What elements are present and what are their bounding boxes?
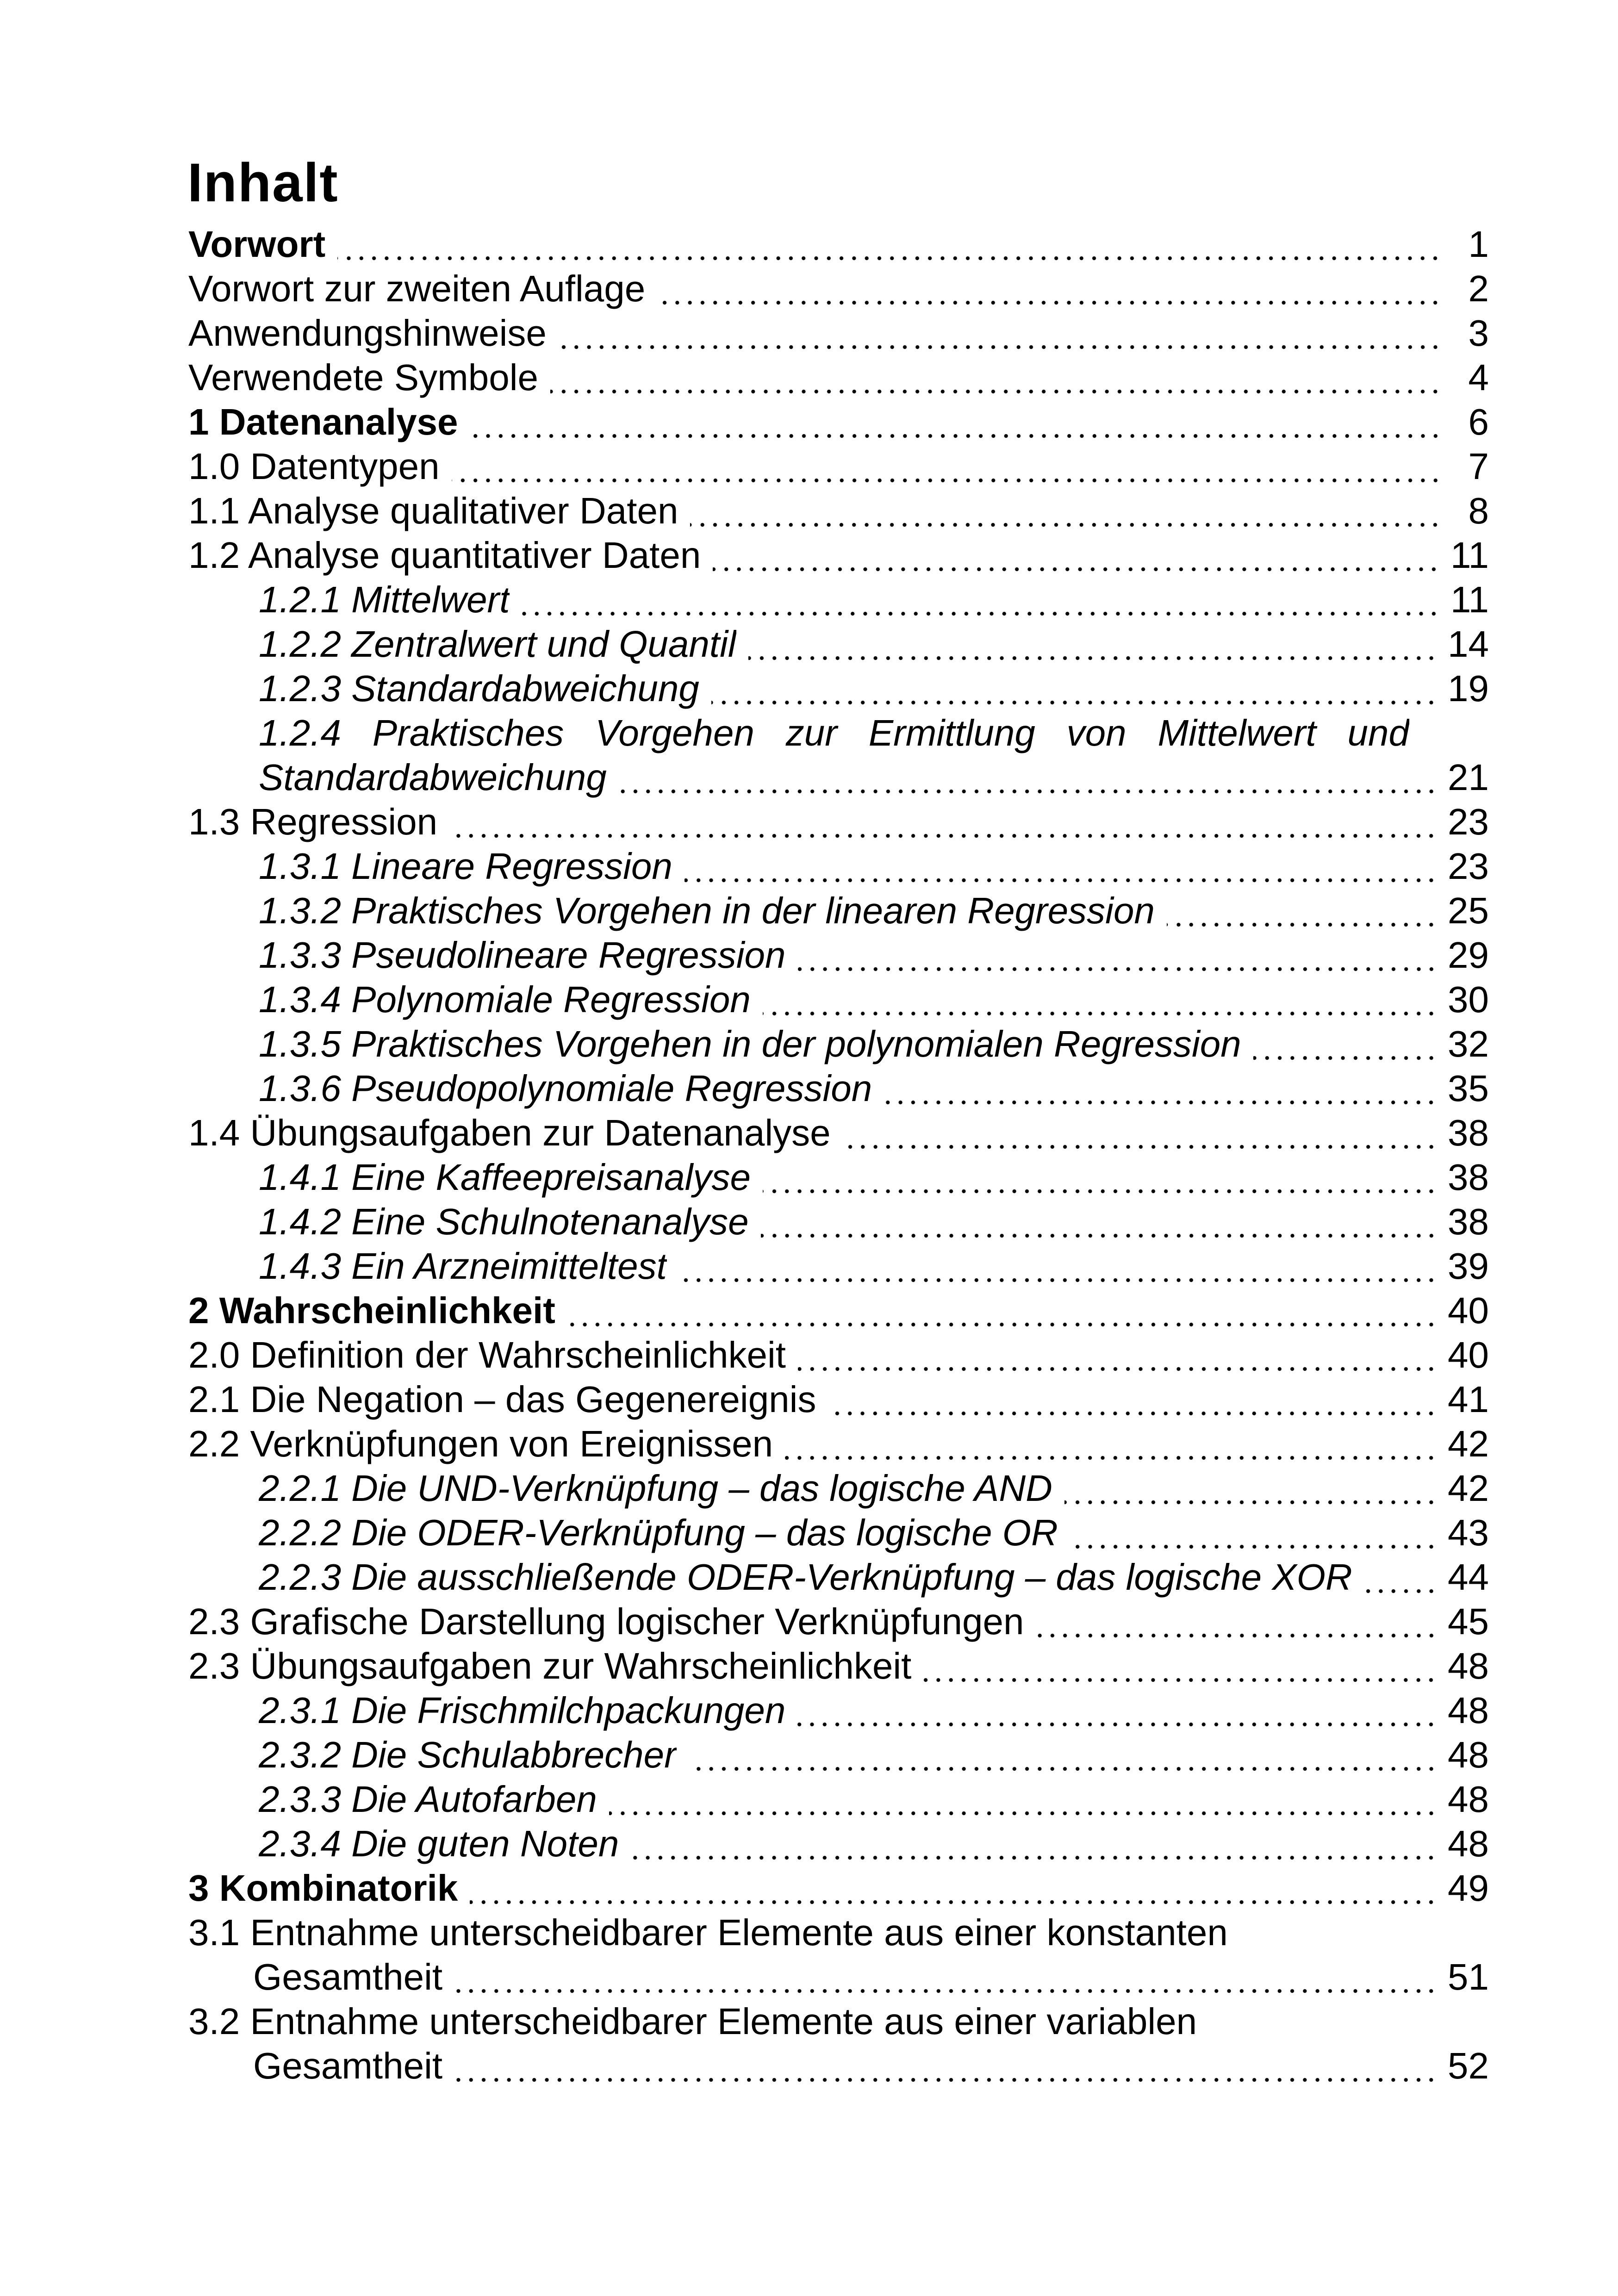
toc-entry[interactable]: [188, 489, 1489, 533]
dot-leader: [449, 800, 1438, 844]
toc-page-number: 48: [1448, 1779, 1489, 1820]
toc-entry-title: 1.3.6 Pseudopolynomiale Regression: [259, 1068, 872, 1109]
dot-leader: [690, 489, 1442, 533]
toc-page-number: 38: [1448, 1157, 1489, 1198]
toc-page-number: 39: [1448, 1245, 1489, 1287]
toc-entry[interactable]: [188, 844, 1489, 889]
toc-entry[interactable]: [188, 977, 1489, 1022]
toc-page-number: 6: [1468, 401, 1489, 442]
table-of-contents: [188, 222, 1489, 2088]
dot-leader: [828, 1377, 1438, 1422]
toc-entry[interactable]: [188, 1688, 1489, 1733]
toc-entry[interactable]: [188, 1599, 1489, 1644]
toc-entry[interactable]: [188, 1244, 1489, 1288]
toc-page-number: 43: [1448, 1512, 1489, 1553]
toc-entry-title: 1.0 Datentypen: [188, 446, 440, 487]
toc-page-number: 30: [1448, 979, 1489, 1020]
toc-entry[interactable]: [188, 1777, 1489, 1822]
toc-page-number: 42: [1448, 1423, 1489, 1464]
toc-entry-title: 2.0 Definition der Wahrscheinlichkeit: [188, 1334, 786, 1375]
toc-entry-title: 1.2.3 Standardabweichung: [259, 668, 699, 709]
toc-entry-continuation[interactable]: [188, 1955, 1489, 1999]
toc-entry[interactable]: [188, 1999, 1489, 2044]
dot-leader: [1070, 1511, 1438, 1555]
dot-leader: [798, 1333, 1438, 1377]
page-title: Inhalt: [187, 152, 339, 213]
dot-leader: [609, 1777, 1438, 1822]
toc-entry[interactable]: [188, 1866, 1489, 1910]
dot-leader: [679, 1244, 1438, 1288]
dot-leader: [337, 222, 1442, 267]
toc-entry-title: Verwendete Symbole: [188, 357, 539, 398]
toc-page-number: 11: [1450, 579, 1489, 620]
dot-leader: [761, 1200, 1438, 1244]
toc-entry-title: 3.1 Entnahme unterscheidbarer Elemente aus einer konstanten: [188, 1912, 1228, 1953]
dot-leader: [522, 578, 1440, 622]
toc-entry-title: 3 Kombinatorik: [188, 1867, 458, 1909]
toc-entry[interactable]: [188, 355, 1489, 400]
dot-leader: [454, 1955, 1438, 1999]
toc-page-number: 48: [1448, 1734, 1489, 1775]
toc-page-number: 42: [1448, 1468, 1489, 1509]
toc-entry[interactable]: [188, 444, 1489, 489]
dot-leader: [689, 1733, 1438, 1777]
dot-leader: [470, 1866, 1438, 1910]
toc-entry-title: 1.3.5 Praktisches Vorgehen in der polynomialen Regression: [259, 1023, 1241, 1064]
toc-entry-title: 2.2 Verknüpfungen von Ereignissen: [188, 1423, 773, 1464]
toc-page-number: 38: [1448, 1201, 1489, 1242]
dot-leader: [619, 755, 1438, 800]
toc-entry-title-continuation: Gesamtheit: [253, 1956, 443, 1997]
toc-entry-title: 1.2.1 Mittelwert: [259, 579, 510, 620]
toc-page-number: 48: [1448, 1823, 1489, 1864]
toc-entry-title-continuation: Standardabweichung: [259, 757, 607, 798]
toc-entry[interactable]: [188, 1288, 1489, 1333]
toc-page-number: 29: [1448, 934, 1489, 976]
toc-page-number: 48: [1448, 1690, 1489, 1731]
toc-page-number: 41: [1448, 1379, 1489, 1420]
toc-entry-title: 2.3 Grafische Darstellung logischer Verknüpfungen: [188, 1601, 1024, 1642]
toc-entry-title: 1.3.2 Praktisches Vorgehen in der linearen Regression: [259, 890, 1155, 931]
toc-page-number: 19: [1448, 668, 1489, 709]
toc-entry[interactable]: [188, 933, 1489, 977]
toc-entry[interactable]: [188, 1022, 1489, 1066]
dot-leader: [748, 622, 1438, 666]
toc-page-number: 51: [1448, 1956, 1489, 1997]
dot-leader: [923, 1644, 1438, 1688]
toc-entry-title: 2.3.3 Die Autofarben: [259, 1779, 597, 1820]
toc-entry[interactable]: [188, 1200, 1489, 1244]
dot-leader: [550, 355, 1442, 400]
toc-entry-title: 3.2 Entnahme unterscheidbarer Elemente aus einer variablen: [188, 2001, 1197, 2042]
toc-entry-title: 2.3.4 Die guten Noten: [259, 1823, 619, 1864]
toc-entry-title: 1.3.4 Polynomiale Regression: [259, 979, 751, 1020]
toc-page-number: 48: [1448, 1645, 1489, 1686]
toc-page-number: 52: [1448, 2045, 1489, 2086]
toc-page-number: 32: [1448, 1023, 1489, 1064]
toc-entry-title: 1.4 Übungsaufgaben zur Datenanalyse: [188, 1112, 831, 1153]
toc-entry-title: 1.3.1 Lineare Regression: [259, 846, 672, 887]
dot-leader: [685, 844, 1438, 889]
dot-leader: [567, 1288, 1438, 1333]
toc-entry[interactable]: [188, 1111, 1489, 1155]
toc-entry[interactable]: [188, 666, 1489, 711]
toc-page-number: 35: [1448, 1068, 1489, 1109]
toc-entry-title: 2 Wahrscheinlichkeit: [188, 1290, 555, 1331]
toc-entry-title: 1.4.2 Eine Schulnotenanalyse: [259, 1201, 749, 1242]
dot-leader: [884, 1066, 1438, 1111]
toc-entry[interactable]: [188, 1066, 1489, 1111]
toc-page-number: 23: [1448, 846, 1489, 887]
dot-leader: [1036, 1599, 1438, 1644]
dot-leader: [713, 533, 1440, 578]
toc-page-number: 7: [1468, 446, 1489, 487]
toc-entry-title: 2.2.1 Die UND-Verknüpfung – das logische AND: [259, 1468, 1052, 1509]
dot-leader: [1167, 889, 1438, 933]
dot-leader: [785, 1422, 1438, 1466]
toc-entry[interactable]: [188, 578, 1489, 622]
toc-entry-title: 2.3.2 Die Schulabbrecher: [259, 1734, 677, 1775]
toc-entry[interactable]: [188, 1422, 1489, 1466]
dot-leader: [452, 444, 1442, 489]
toc-entry[interactable]: [188, 1644, 1489, 1688]
toc-page-number: 21: [1448, 757, 1489, 798]
toc-page-number: 25: [1448, 890, 1489, 931]
dot-leader: [657, 267, 1442, 311]
toc-entry[interactable]: [188, 622, 1489, 666]
toc-entry-title: 2.3 Übungsaufgaben zur Wahrscheinlichkeit: [188, 1645, 912, 1686]
toc-entry[interactable]: [188, 889, 1489, 933]
toc-entry[interactable]: [188, 1910, 1489, 1955]
toc-entry[interactable]: [188, 1377, 1489, 1422]
dot-leader: [454, 2044, 1438, 2088]
toc-entry[interactable]: [188, 267, 1489, 311]
toc-entry-title: 1.2 Analyse quantitativer Daten: [188, 535, 701, 576]
toc-entry[interactable]: [188, 311, 1489, 355]
toc-page-number: 40: [1448, 1334, 1489, 1375]
toc-entry-title: Vorwort zur zweiten Auflage: [188, 268, 646, 309]
toc-page-number: 14: [1448, 623, 1489, 665]
toc-page-number: 44: [1448, 1556, 1489, 1598]
toc-entry-title: 1 Datenanalyse: [188, 401, 458, 442]
toc-entry-title: 1.2.2 Zentralwert und Quantil: [259, 623, 736, 665]
dot-leader: [1253, 1022, 1438, 1066]
dot-leader: [470, 400, 1442, 444]
dot-leader: [1064, 1466, 1438, 1511]
dot-leader: [559, 311, 1442, 355]
toc-entry-title: 2.1 Die Negation – das Gegenereignis: [188, 1379, 816, 1420]
dot-leader: [631, 1822, 1438, 1866]
toc-entry[interactable]: [188, 711, 1489, 755]
dot-leader: [797, 1688, 1438, 1733]
toc-page-number: 8: [1468, 490, 1489, 531]
toc-page-number: 3: [1468, 312, 1489, 354]
toc-entry-title: Anwendungshinweise: [188, 312, 547, 354]
toc-entry-title: 1.3 Regression: [188, 801, 438, 842]
toc-entry[interactable]: [188, 222, 1489, 267]
dot-leader: [843, 1111, 1438, 1155]
toc-page-number: 49: [1448, 1867, 1489, 1909]
toc-page-number: 38: [1448, 1112, 1489, 1153]
toc-entry-title: 1.3.3 Pseudolineare Regression: [259, 934, 786, 976]
dot-leader: [798, 933, 1438, 977]
toc-page-number: 2: [1468, 268, 1489, 309]
toc-entry[interactable]: [188, 1333, 1489, 1377]
toc-entry-title: 1.1 Analyse qualitativer Daten: [188, 490, 678, 531]
toc-page-number: 11: [1450, 535, 1489, 576]
toc-entry[interactable]: [188, 800, 1489, 844]
toc-entry[interactable]: [188, 1511, 1489, 1555]
toc-entry[interactable]: [188, 1822, 1489, 1866]
toc-page-number: 4: [1468, 357, 1489, 398]
toc-entry-title: 1.2.4 Praktisches Vorgehen zur Ermittlung von Mittelwert und: [259, 712, 1409, 753]
toc-entry-continuation[interactable]: [188, 2044, 1489, 2088]
dot-leader: [763, 1155, 1438, 1200]
toc-entry-title: 1.4.1 Eine Kaffeepreisanalyse: [259, 1157, 751, 1198]
toc-entry[interactable]: [188, 1555, 1489, 1599]
toc-page-number: 40: [1448, 1290, 1489, 1331]
toc-entry-title: 2.2.3 Die ausschließende ODER-Verknüpfung – das logische XOR: [259, 1556, 1352, 1598]
toc-entry-title: 2.2.2 Die ODER-Verknüpfung – das logische OR: [259, 1512, 1058, 1553]
toc-entry-title: 1.4.3 Ein Arzneimitteltest: [259, 1245, 667, 1287]
toc-page-number: 1: [1468, 224, 1489, 265]
toc-entry-title: Vorwort: [188, 224, 326, 265]
toc-page-number: 23: [1448, 801, 1489, 842]
toc-entry-title-continuation: Gesamtheit: [253, 2045, 443, 2086]
toc-entry[interactable]: [188, 533, 1489, 578]
dot-leader: [711, 666, 1438, 711]
toc-entry[interactable]: [188, 1466, 1489, 1511]
dot-leader: [763, 977, 1438, 1022]
toc-entry[interactable]: [188, 1155, 1489, 1200]
toc-entry[interactable]: [188, 400, 1489, 444]
toc-entry-title: 2.3.1 Die Frischmilchpackungen: [259, 1690, 786, 1731]
dot-leader: [1364, 1555, 1438, 1599]
toc-entry[interactable]: [188, 1733, 1489, 1777]
toc-page-number: 45: [1448, 1601, 1489, 1642]
toc-entry-continuation[interactable]: [188, 755, 1489, 800]
